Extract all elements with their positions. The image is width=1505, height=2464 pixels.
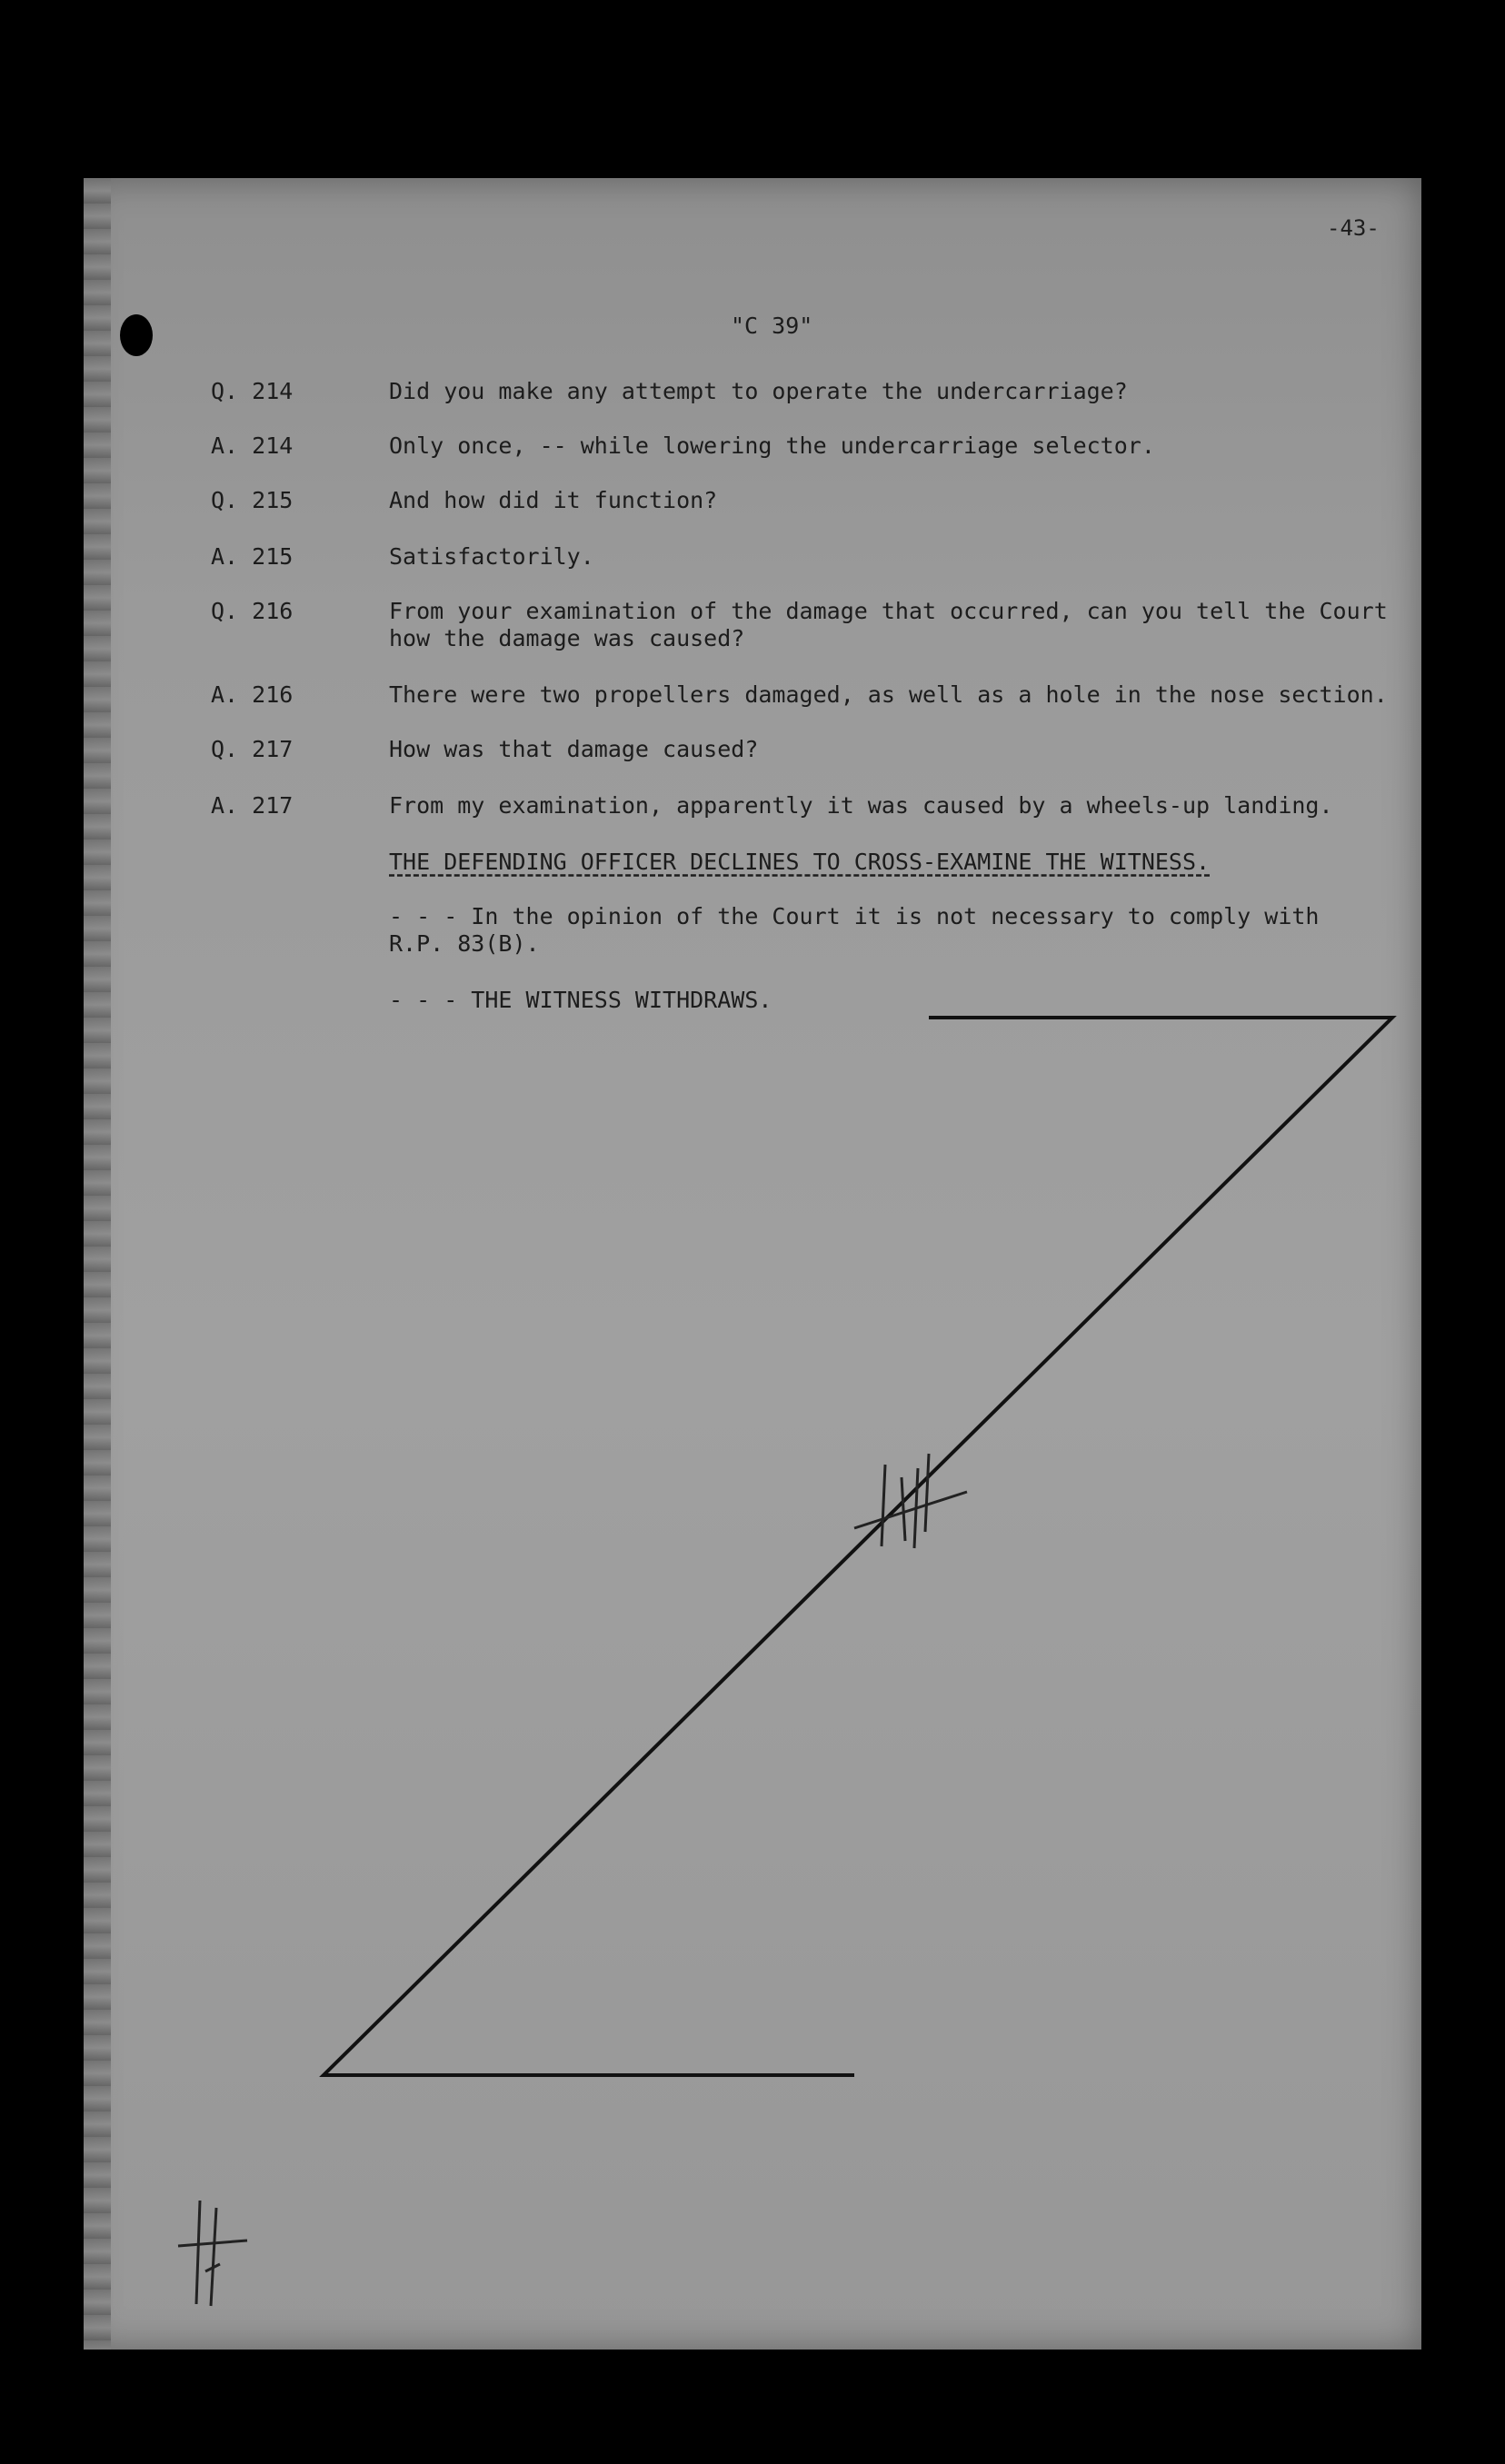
entry-text: Did you make any attempt to operate the undercarriage? (389, 378, 1128, 404)
page-number: -43- (1327, 215, 1380, 241)
entry-text: Only once, -- while lowering the undercarriage selector. (389, 432, 1155, 459)
entry-text: How was that damage caused? (389, 736, 759, 762)
entry-label: A. 216 (211, 681, 294, 708)
entry-label: A. 217 (211, 792, 294, 819)
entry-label: A. 215 (211, 543, 294, 570)
witness-withdraws: - - - THE WITNESS WITHDRAWS. (389, 987, 772, 1013)
bottom-initials-mark (178, 2201, 247, 2306)
entry-label: Q. 216 (211, 598, 294, 624)
court-opinion: - - - In the opinion of the Court it is not necessary to comply with R.P. 83(B). (389, 903, 1320, 957)
entry-text: There were two propellers damaged, as well as a hole in the nose section. (389, 681, 1388, 708)
entry-text: From your examination of the damage that occurred, can you tell the Court how the damage was caused? (389, 598, 1388, 651)
entry-text: And how did it function? (389, 487, 718, 513)
document-reference: "C 39" (731, 313, 813, 339)
entry-label: A. 214 (211, 432, 294, 459)
entry-label: Q. 215 (211, 487, 294, 513)
entry-text: From my examination, apparently it was caused by a wheels-up landing. (389, 792, 1333, 819)
declines-heading: THE DEFENDING OFFICER DECLINES TO CROSS-EXAMINE THE WITNESS. (389, 849, 1211, 875)
document-page (84, 178, 1421, 2350)
z-line (324, 1018, 1392, 2075)
entry-label: Q. 214 (211, 378, 294, 404)
entry-text: Satisfactorily. (389, 543, 594, 570)
entry-label: Q. 217 (211, 736, 294, 762)
z-strike-through (84, 178, 1421, 2350)
